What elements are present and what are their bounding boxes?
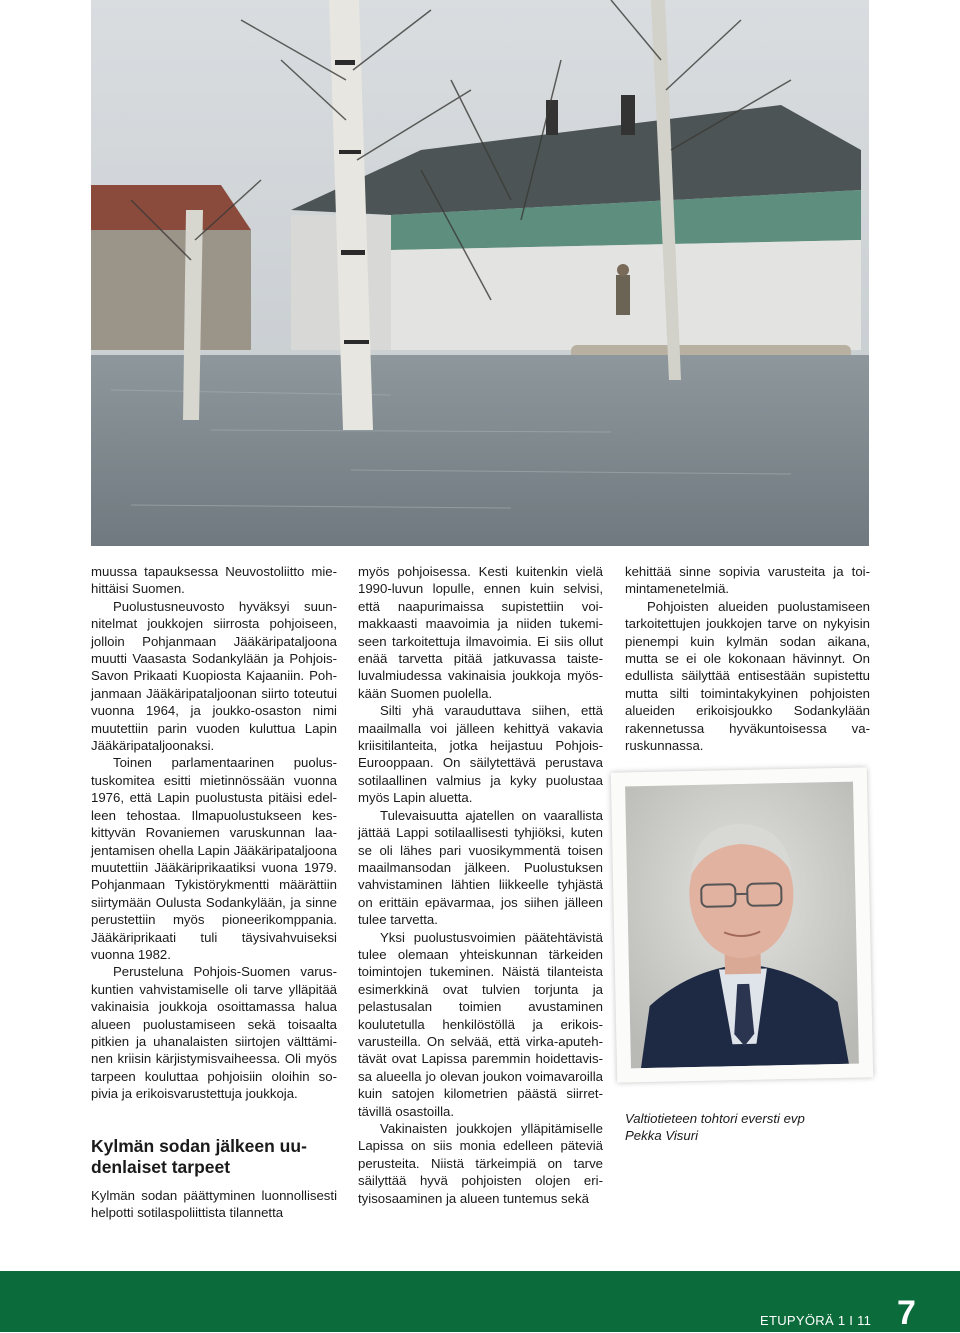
paragraph: Yksi puolustusvoimien päätehtävistä tulee olemaan yhteiskunnan tärkeiden toimintojen tukeminen. Näistä tilanteista esimerkkinä ovat tulvien torjunta ja pelastusalan toimien avustaminen koulutetulla henkilöstöllä ja erikoisvarusteilla. On selvää, että virka-aputehtävät ovat Lapissa paremmin hoidettavissa alueella jo olevan joukon voimavaroilla kuin satojen kilometrien päästä siirrettävillä osastoilla. xyxy=(358,929,603,1120)
paragraph: kehittää sinne sopivia varusteita ja toimintamenetelmiä. xyxy=(625,563,870,598)
photo-caption xyxy=(625,1110,870,1145)
paragraph: Perusteluna Pohjois-Suomen varuskuntien vahvistamiselle oli tarve ylläpitää vakinaisia joukkoja osoittamassa halua alueen puolustamiseen sekä toisaalta pitkien ja uhanalaisten siirtojen välttäminen kriisin kärjistymisvaiheessa. Oli myös tarpeen kouluttaa pohjoisiin oloihin sopivia ja erikoisvarustettuja joukkoja. xyxy=(91,963,337,1102)
paragraph: myös pohjoisessa. Kesti kuitenkin vielä 1990-luvun lopulle, ennen kuin selvisi, että naapurimaissa supistettiin voimakkaasti maavoimia ja niiden tukemiseen tarkoitettuja ilmavoimia. Ei siis ollut enää tarvetta pitää jatkuvassa taisteluvalmiudessa vakinaisia joukkoja myöskään Suomen puolella. xyxy=(358,563,603,702)
column-1 xyxy=(91,563,337,1103)
page-number: 7 xyxy=(897,1294,916,1333)
caption-line: Valtiotieteen tohtori eversti evp xyxy=(625,1110,870,1127)
paragraph: Silti yhä varauduttava siihen, että maailmalla voi jälleen kehittyä vakavia kriisitilanteita, jotka heijastuu Pohjois-Eurooppaan. On säilytettävä perustava sotilaallinen valmius ja kyky puolustaa myös Lapin aluetta. xyxy=(358,702,603,806)
portrait-photo-frame xyxy=(611,767,873,1082)
publication-name: ETUPYÖRÄ 1 I 11 xyxy=(760,1313,871,1328)
flood-photo xyxy=(91,0,869,546)
paragraph: muussa tapauksessa Neuvostoliitto miehittäisi Suomen. xyxy=(91,563,337,598)
column-2 xyxy=(358,563,603,1207)
paragraph: Puolustusneuvosto hyväksyi suunnitelmat joukkojen siirrosta pohjoiseen, jolloin Pohjanmaan Jääkäripataljoona muutti Vaasasta Sodankylään ja Pohjois-Savon Prikaati Kuopiosta Kajaaniin. Pohjanmaan Jääkäripataljoonan siirto toteutui vuonna 1964, ja joukko-osaston nimi muutettiin parin vuoden kuluttua Lapin Jääkäripataljoonaksi. xyxy=(91,598,337,755)
column-3 xyxy=(625,563,870,754)
paragraph: Toinen parlamentaarinen puolustuskomitea esitti mietinnössään vuonna 1976, että Lapin puolustusta pitäisi edelleen tehostaa. Ilmapuolustukseen keskittyvän Rovaniemen varuskunnan laajentamisen ohella Lapin Jääkäripataljoona muutettiin Jääkäriprikaatiksi vuona 1979. Pohjanmaan Tykistörykmentti määrättiin siirtymään Oulusta Sodankylään, ja sinne perustettiin myös pioneerikomppania. Jääkäriprikaati tuli täysivahvuiseksi vuonna 1982. xyxy=(91,754,337,963)
caption-line: Pekka Visuri xyxy=(625,1127,870,1144)
paragraph: Kylmän sodan päättyminen luonnollisesti helpotti sotilaspoliittista tilannetta xyxy=(91,1187,337,1222)
paragraph: Tulevaisuutta ajatellen on vaarallista jättää Lappi sotilaallisesti tyhjiöksi, kuten se oli lähes pari vuosikymmentä toisen maailmansodan jälkeen. Puolustuksen vahvistaminen lähtien liikkeelle tyhjästä on erittäin epävarmaa, jos siihen jälleen tulee tarvetta. xyxy=(358,807,603,929)
portrait-photo xyxy=(625,782,859,1069)
paragraph: Pohjoisten alueiden puolustamiseen tarkoitettujen joukkojen tarve on nykyisin pienempi kuin kylmän sodan aikana, mutta se ei ole kokonaan hävinnyt. On edullista säilyttää entisestään supistettu mutta silti toimintakykyinen pohjoisten alueiden erikoisjoukko Sodankylään rakennetussa hyväkuntoisessa varuskunnassa. xyxy=(625,598,870,755)
section-subheading: Kylmän sodan jälkeen uudenlaiset tarpeet xyxy=(91,1136,337,1178)
paragraph: Vakinaisten joukkojen ylläpitämiselle Lapissa on siis monia edelleen päteviä perusteita. Niistä tärkeimpiä on tarve säilyttää hyvä pohjoisten olojen erityisosaaminen ja alueen tuntemus sekä xyxy=(358,1120,603,1207)
